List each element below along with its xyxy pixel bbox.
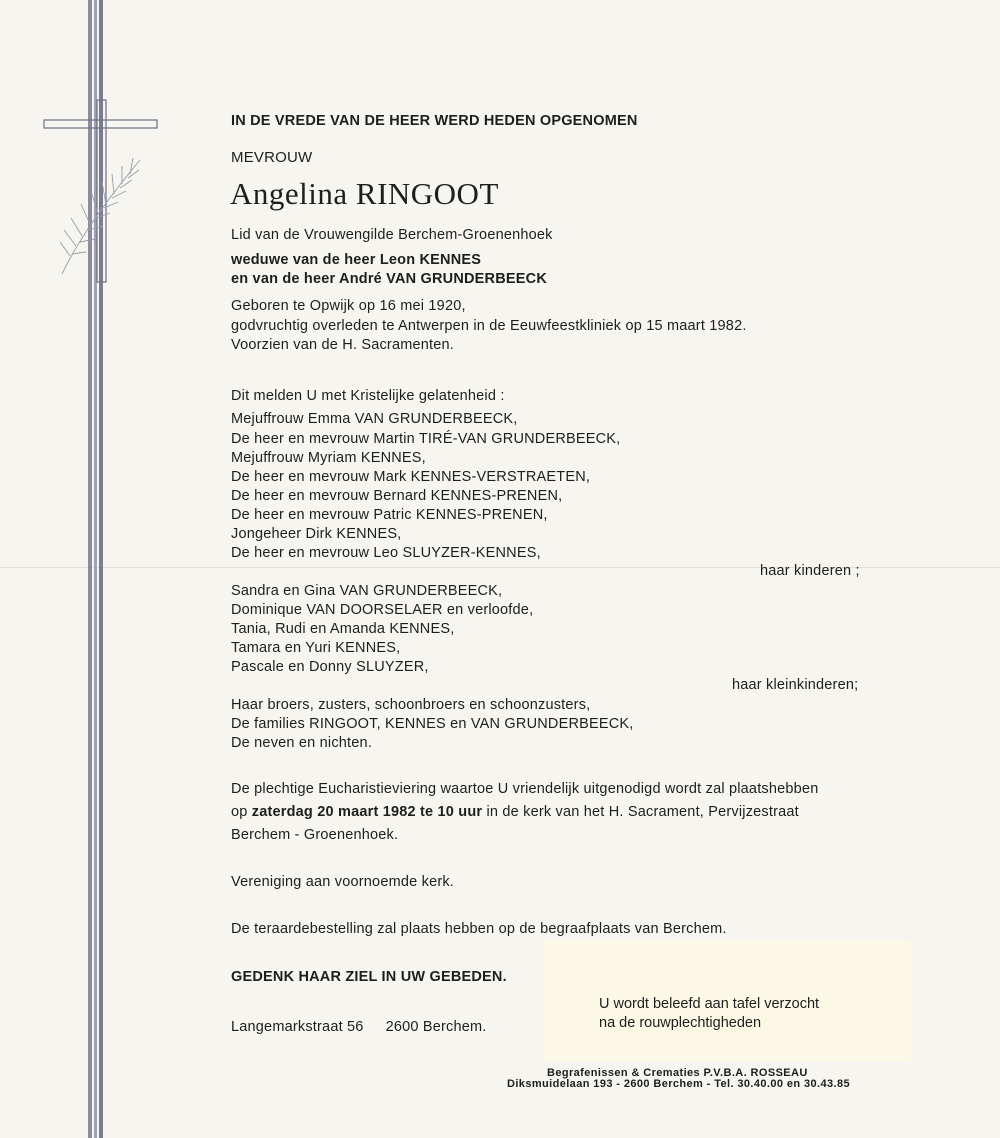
list-item: De neven en nichten. [231,735,373,751]
widow-line: en van de heer André VAN GRUNDERBEECK [231,271,547,287]
list-item: De heer en mevrouw Leo SLUYZER-KENNES, [231,545,541,561]
announce-intro: Dit melden U met Kristelijke gelatenheid : [231,388,505,404]
mass-line: De plechtige Eucharistieviering waartoe U vriendelijk uitgenodigd wordt zal plaatshebben [231,781,819,797]
address-city: 2600 Berchem. [385,1019,487,1035]
mass-date: zaterdag 20 maart 1982 te 10 uur [251,804,483,820]
card-line: U wordt beleefd aan tafel verzocht [599,996,820,1012]
cross-with-palm-icon [40,96,170,286]
list-item: Haar broers, zusters, schoonbroers en schoonzusters, [231,697,591,713]
list-item: Jongeheer Dirk KENNES, [231,526,402,542]
list-item: Pascale en Donny SLUYZER, [231,659,429,675]
list-item: Tania, Rudi en Amanda KENNES, [231,621,455,637]
deceased-name [230,177,499,211]
list-item: De heer en mevrouw Martin TIRÉ-VAN GRUNDERBEECK, [231,431,621,447]
list-item: Mejuffrouw Emma VAN GRUNDERBEECK, [231,411,518,427]
mass-line: Berchem - Groenenhoek. [231,827,399,843]
list-item: De families RINGOOT, KENNES en VAN GRUNDERBEECK, [231,716,634,732]
mass-line [231,803,799,821]
undertaker-name: Begrafenissen & Crematies P.V.B.A. ROSSEAU [547,1067,808,1079]
list-item: Mejuffrouw Myriam KENNES, [231,450,426,466]
prayer-line: GEDENK HAAR ZIEL IN UW GEBEDEN. [231,969,507,985]
list-item: Tamara en Yuri KENNES, [231,640,401,656]
gathering-line: Vereniging aan voornoemde kerk. [231,874,455,890]
burial-line: De teraardebestelling zal plaats hebben op de begraafplaats van Berchem. [231,921,727,937]
address-street: Langemarkstraat 56 [231,1019,364,1035]
birth-line: Geboren te Opwijk op 16 mei 1920, [231,298,466,314]
list-item: Dominique VAN DOORSELAER en verloofde, [231,602,534,618]
list-item: De heer en mevrouw Patric KENNES-PRENEN, [231,507,548,523]
title-prefix: MEVROUW [231,149,313,166]
invitation-card [543,940,911,1062]
mass-line-post: in de kerk van het H. Sacrament, Pervijzestraat [486,804,799,820]
list-item: De heer en mevrouw Bernard KENNES-PRENEN, [231,488,563,504]
address [231,1018,487,1036]
mass-line-pre: op [231,804,248,820]
list-item: De heer en mevrouw Mark KENNES-VERSTRAETEN, [231,469,591,485]
membership: Lid van de Vrouwengilde Berchem-Groenenhoek [231,227,553,243]
undertaker-address: Diksmuidelaan 193 - 2600 Berchem - Tel. 30.40.00 en 30.43.85 [507,1078,850,1090]
last-name: RINGOOT [355,176,499,211]
card-line: na de rouwplechtigheden [599,1015,762,1031]
death-line: godvruchtig overleden te Antwerpen in de Eeuwfeestkliniek op 15 maart 1982. [231,318,747,334]
grandchildren-label: haar kleinkinderen; [732,677,859,693]
sacraments-line: Voorzien van de H. Sacramenten. [231,337,455,353]
widow-line: weduwe van de heer Leon KENNES [231,252,482,268]
heading: IN DE VREDE VAN DE HEER WERD HEDEN OPGENOMEN [231,113,638,129]
list-item: Sandra en Gina VAN GRUNDERBEECK, [231,583,503,599]
children-label: haar kinderen ; [760,563,860,579]
first-name: Angelina [230,176,348,211]
